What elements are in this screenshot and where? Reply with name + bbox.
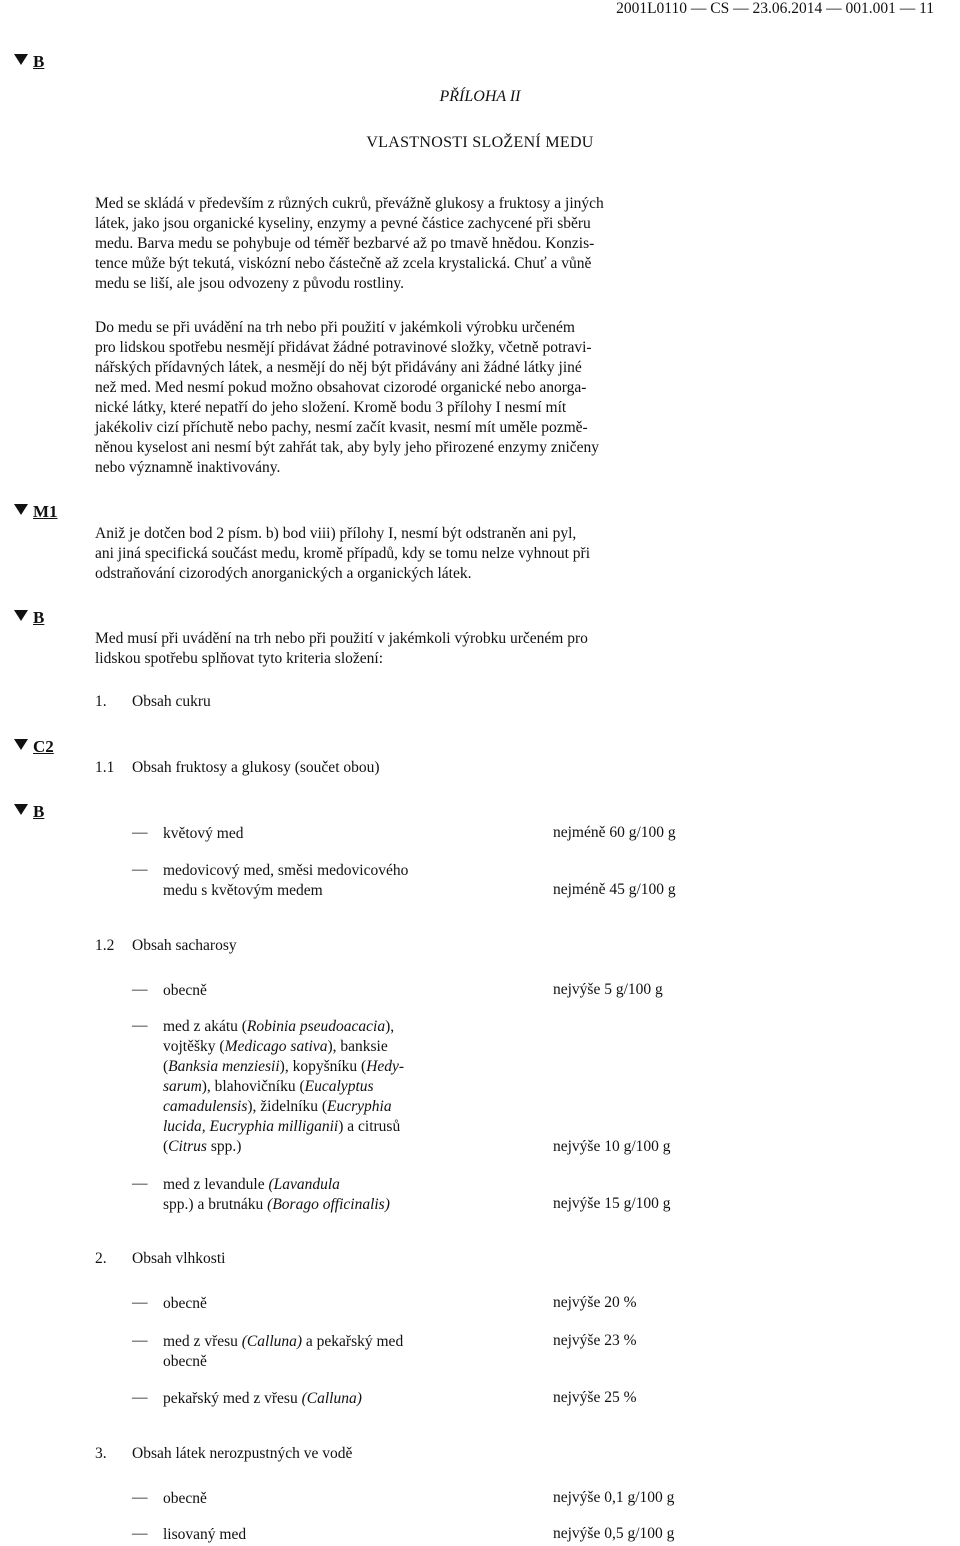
item-label xyxy=(163,1525,246,1545)
triangle-down-icon xyxy=(14,610,28,621)
item-value: nejvýše 10 g/100 g xyxy=(553,1138,671,1155)
item-line: lucida, Eucryphia milliganii) a citrusů xyxy=(163,1118,401,1135)
paragraph-criteria xyxy=(95,629,681,669)
paragraph-line: Med se skládá v především z různých cukrů, převážně glukosy a fruktosy a jiných xyxy=(95,195,604,212)
item-value: nejméně 60 g/100 g xyxy=(553,824,676,841)
item-line: (Citrus spp.) xyxy=(163,1138,242,1155)
item-value: nejvýše 15 g/100 g xyxy=(553,1195,671,1212)
paragraph-line: medu se liší, ale jsou odvozeny z původu rostliny. xyxy=(95,275,404,292)
paragraph-line: nické látky, které nepatří do jeho složení. Kromě bodu 3 přílohy I nesmí mít xyxy=(95,399,567,416)
section-number: 2. xyxy=(95,1250,107,1267)
item-value: nejvýše 20 % xyxy=(553,1294,637,1311)
paragraph-line: než med. Med nesmí pokud možno obsahovat cizorodé organické nebo anorga- xyxy=(95,379,587,396)
item-line: obecně xyxy=(163,1295,207,1312)
item-value: nejvýše 0,1 g/100 g xyxy=(553,1489,675,1506)
item-line: pekařský med z vřesu (Calluna) xyxy=(163,1390,362,1407)
paragraph-composition xyxy=(95,194,681,294)
paragraph-line: tence může být tekutá, viskózní nebo částečně až zcela krystalická. Chuť a vůně xyxy=(95,255,592,272)
dash-bullet: — xyxy=(132,861,148,878)
section-number: 1.1 xyxy=(95,759,115,776)
item-line: lisovaný med xyxy=(163,1526,247,1543)
item-line: (Banksia menziesii), kopyšníku (Hedy- xyxy=(163,1058,405,1075)
section-number: 3. xyxy=(95,1445,107,1462)
annex-title: PŘÍLOHA II xyxy=(439,88,521,105)
item-label xyxy=(163,1294,207,1314)
item-line: spp.) a brutnáku (Borago officinalis) xyxy=(163,1196,390,1213)
section-title: Obsah sacharosy xyxy=(132,937,237,954)
item-value: nejméně 45 g/100 g xyxy=(553,881,676,898)
item-line: obecně xyxy=(163,1353,207,1370)
paragraph-line: ani jiná specifická součást medu, kromě případů, kdy se tomu nelze vyhnout při xyxy=(95,545,591,562)
item-line: med z vřesu (Calluna) a pekařský med xyxy=(163,1333,404,1350)
item-label xyxy=(163,1389,362,1409)
item-line: obecně xyxy=(163,982,207,999)
triangle-down-icon xyxy=(14,54,28,65)
amendment-marker-b xyxy=(14,52,44,72)
item-line: sarum), blahovičníku (Eucalyptus xyxy=(163,1078,374,1095)
paragraph-line: medu. Barva medu se pohybuje od téměř bezbarvé až po tmavě hnědou. Konzis- xyxy=(95,235,595,252)
item-label xyxy=(163,824,244,844)
item-line: květový med xyxy=(163,825,244,842)
dash-bullet: — xyxy=(132,1017,148,1034)
section-number: 1.2 xyxy=(95,937,115,954)
item-line: medu s květovým medem xyxy=(163,882,323,899)
item-label xyxy=(163,1489,207,1509)
dash-bullet: — xyxy=(132,1525,148,1542)
dash-bullet: — xyxy=(132,1389,148,1406)
item-label xyxy=(163,1332,403,1372)
item-line: med z akátu (Robinia pseudoacacia), xyxy=(163,1018,395,1035)
item-label xyxy=(163,861,408,901)
annex-subtitle: VLASTNOSTI SLOŽENÍ MEDU xyxy=(366,134,594,151)
item-line: vojtěšky (Medicago sativa), banksie xyxy=(163,1038,388,1055)
item-line: obecně xyxy=(163,1490,207,1507)
triangle-down-icon xyxy=(14,804,28,815)
amendment-marker-b xyxy=(14,802,44,822)
paragraph-line: nářských přídavných látek, a nesmějí do něj být přidávány ani žádné látky jiné xyxy=(95,359,582,376)
dash-bullet: — xyxy=(132,1294,148,1311)
section-title: Obsah cukru xyxy=(132,693,211,710)
dash-bullet: — xyxy=(132,981,148,998)
item-line: camadulensis), židelníku (Eucryphia xyxy=(163,1098,392,1115)
running-header: 2001L0110 — CS — 23.06.2014 — 001.001 — 11 xyxy=(616,0,934,17)
paragraph-line: Med musí při uvádění na trh nebo při použití v jakémkoli výrobku určeném pro xyxy=(95,630,588,647)
paragraph-line: pro lidskou spotřebu nesmějí přidávat žádné potravinové složky, včetně potravi- xyxy=(95,339,592,356)
marker-code: B xyxy=(33,608,45,627)
item-line: med z levandule (Lavandula xyxy=(163,1176,340,1193)
paragraph-line: jakékoliv cizí příchutě nebo pachy, nesmí začít kvasit, nesmí mít uměle pozmě- xyxy=(95,419,588,436)
section-title: Obsah fruktosy a glukosy (součet obou) xyxy=(132,759,380,776)
marker-code: C2 xyxy=(33,737,54,756)
paragraph-line: něnou kyselost ani nesmí být zahřát tak, aby byly jeho přirozené enzymy zničeny xyxy=(95,439,600,456)
paragraph-additives xyxy=(95,318,681,478)
marker-code: M1 xyxy=(33,502,58,521)
paragraph-line: Aniž je dotčen bod 2 písm. b) bod viii) přílohy I, nesmí být odstraněn ani pyl, xyxy=(95,525,577,542)
item-value: nejvýše 0,5 g/100 g xyxy=(553,1525,675,1542)
triangle-down-icon xyxy=(14,739,28,750)
section-number: 1. xyxy=(95,693,107,710)
item-label xyxy=(163,1017,404,1157)
section-title: Obsah látek nerozpustných ve vodě xyxy=(132,1445,353,1462)
paragraph-line: nebo významně inaktivovány. xyxy=(95,459,281,476)
item-value: nejvýše 23 % xyxy=(553,1332,637,1349)
amendment-marker-b xyxy=(14,608,44,628)
paragraph-pollen xyxy=(95,524,681,584)
triangle-down-icon xyxy=(14,504,28,515)
paragraph-line: látek, jako jsou organické kyseliny, enzymy a pevné částice zachycené při sběru xyxy=(95,215,591,232)
dash-bullet: — xyxy=(132,1332,148,1349)
item-label xyxy=(163,981,207,1001)
item-value: nejvýše 25 % xyxy=(553,1389,637,1406)
section-title: Obsah vlhkosti xyxy=(132,1250,226,1267)
paragraph-line: Do medu se při uvádění na trh nebo při použití v jakémkoli výrobku určeném xyxy=(95,319,575,336)
paragraph-line: odstraňování cizorodých anorganických a organických látek. xyxy=(95,565,472,582)
item-value: nejvýše 5 g/100 g xyxy=(553,981,663,998)
item-line: medovicový med, směsi medovicového xyxy=(163,862,409,879)
dash-bullet: — xyxy=(132,1175,148,1192)
dash-bullet: — xyxy=(132,824,148,841)
amendment-marker-c2 xyxy=(14,737,54,757)
marker-code: B xyxy=(33,52,45,71)
item-label xyxy=(163,1175,390,1215)
paragraph-line: lidskou spotřebu splňovat tyto kriteria složení: xyxy=(95,650,383,667)
dash-bullet: — xyxy=(132,1489,148,1506)
amendment-marker-m1 xyxy=(14,502,58,522)
marker-code: B xyxy=(33,802,45,821)
